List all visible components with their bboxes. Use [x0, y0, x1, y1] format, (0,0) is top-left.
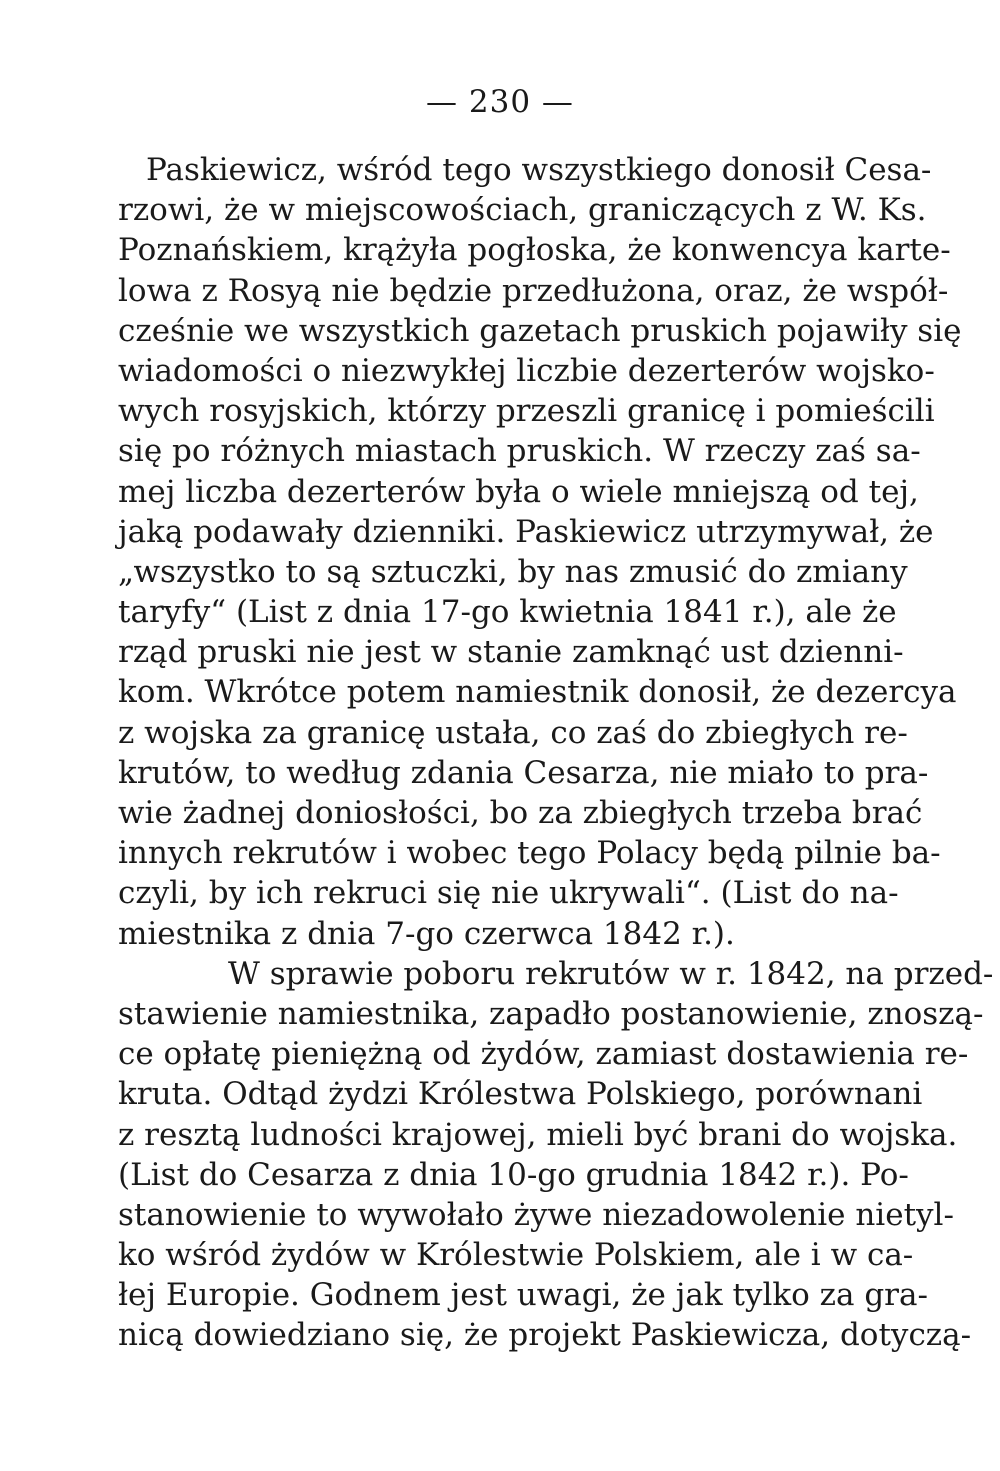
text-line: ko wśród żydów w Królestwie Polskiem, ale i w ca- — [118, 1237, 914, 1274]
text-line: z wojska za granicę ustała, co zaś do zbiegłych re- — [118, 714, 908, 751]
text-line: łej Europie. Godnem jest uwagi, że jak tylko za gra- — [118, 1277, 928, 1314]
text-line: lowa z Rosyą nie będzie przedłużona, oraz, że współ- — [118, 272, 949, 309]
text-line: się po różnych miastach pruskich. W rzeczy zaś sa- — [118, 433, 921, 470]
text-line: mej liczba dezerterów była o wiele mniejszą od tej, — [118, 473, 919, 510]
paragraph-1 — [118, 150, 962, 954]
text-line: wiadomości o niezwykłej liczbie dezerterów wojsko- — [118, 352, 935, 389]
text-line: rząd pruski nie jest w stanie zamknąć ust dzienni- — [118, 634, 904, 671]
text-line: z resztą ludności krajowej, mieli być brani do wojska. — [118, 1116, 958, 1153]
text-line: rzowi, że w miejscowościach, graniczących z W. Ks. — [118, 192, 927, 229]
body-text — [118, 150, 994, 1356]
text-line: wych rosyjskich, którzy przeszli granicę i pomieścili — [118, 393, 935, 430]
page-number: — 230 — — [426, 84, 574, 120]
text-line: nicą dowiedziano się, że projekt Paskiewicza, dotyczą- — [118, 1317, 972, 1354]
text-line: kruta. Odtąd żydzi Królestwa Polskiego, porównani — [118, 1076, 923, 1113]
text-line: (List do Cesarza z dnia 10-go grudnia 1842 r.). Po- — [118, 1156, 909, 1193]
text-line: kom. Wkrótce potem namiestnik donosił, że dezercya — [118, 674, 957, 711]
text-line: cześnie we wszystkich gazetach pruskich pojawiły się — [118, 312, 962, 349]
text-line: krutów, to według zdania Cesarza, nie miało to pra- — [118, 754, 929, 791]
text-line: jaką podawały dzienniki. Paskiewicz utrzymywał, że — [118, 513, 934, 550]
text-line: Paskiewicz, wśród tego wszystkiego donosił Cesa- — [146, 152, 932, 188]
text-line: W sprawie poboru rekrutów w r. 1842, na przed- — [228, 955, 994, 992]
text-line: stawienie namiestnika, zapadło postanowienie, znoszą- — [118, 995, 984, 1032]
text-line: Poznańskiem, krążyła pogłoska, że konwencya karte- — [118, 232, 951, 269]
text-line: innych rekrutów i wobec tego Polacy będą pilnie ba- — [118, 835, 941, 872]
text-line: „wszystko to są sztuczki, by nas zmusić do zmiany — [118, 553, 908, 590]
text-line: wie żadnej doniosłości, bo za zbiegłych trzeba brać — [118, 795, 923, 831]
text-line: taryfy“ (List z dnia 17-go kwietnia 1841 r.), ale że — [118, 594, 897, 631]
text-line: stanowienie to wywołało żywe niezadowolenie nietyl- — [118, 1196, 954, 1233]
text-line: czyli, by ich rekruci się nie ukrywali“. (List do na- — [118, 875, 899, 912]
text-line: ce opłatę pieniężną od żydów, zamiast dostawienia re- — [118, 1036, 969, 1073]
text-line: miestnika z dnia 7-go czerwca 1842 r.). — [118, 915, 735, 952]
paragraph-2 — [118, 954, 994, 1356]
